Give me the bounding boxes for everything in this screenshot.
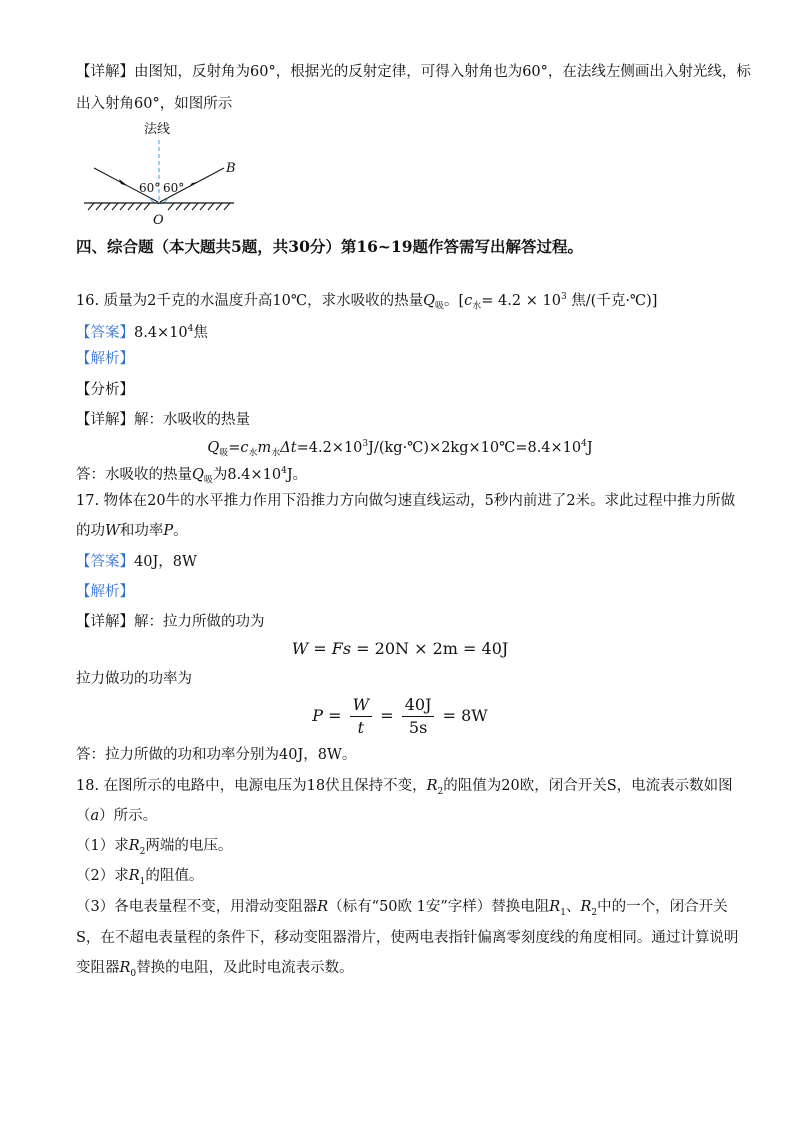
q17-stem-line-2: 的功W和功率P。 [76,523,188,539]
q16-answer: 【答案】$8.4\times 10^4$焦 [76,324,208,341]
q18-stem-line-2: （a）所示。 [76,808,158,824]
reflection-diagram [84,120,244,232]
q18-stem-line-1: 18. 在图所示的电路中，电源电压为18伏且保持不变，$R_2$的阻值为20欧，闭合开关S，电流表示数如图 [76,778,733,797]
q16-conclusion: 答：水吸收的热量$Q_吸$为$8.4\times 10^4J$。 [76,466,308,486]
angle-left-label: 60° [139,181,161,195]
answer-tag: 【答案】 [76,324,134,341]
q18-part-3-line-2: S，在不超电表量程的条件下，移动变阻器滑片，使两电表指针偏离零刻度线的角度相同。通过计算说明 [76,930,739,946]
detail-line-1 [76,62,751,82]
normal-label: 法线 [144,122,171,137]
q16-analysis-tag: 【解析】 [76,351,134,367]
section-heading: 四、综合题（本大题共5题，共30分）第16~19题作答需写出解答过程。 [76,237,583,256]
detail-tag: 【详解】 [76,64,134,80]
q17-conclusion: 答：拉力所做的功和功率分别为40J，8W。 [76,747,357,763]
fraction-40j-over-5s: $\frac{40J}{5s}$ [402,696,435,737]
answer-tag: 【答案】 [76,554,134,570]
q18-part-2: （2）求$R_1$的阻值。 [76,868,204,887]
fraction-w-over-t: $\frac{W}{t}$ [350,696,372,737]
q17-power-equation: P = $\frac{W}{t}$ = $\frac{40J}{5s}$ = 8W [312,695,488,737]
q17-answer: 【答案】40J，8W [76,554,197,570]
point-o-label: O [153,213,164,228]
detail-line-2: 出入射角60°，如图所示 [76,96,233,112]
q16-equation: $Q_吸=c_水m_水\Delta t=4.2\times 10^3J/(kg\cdot℃)\times 2kg\times 10℃=8.4\times 10^4J$ [207,439,593,459]
detail-text: 由图知，反射角为60°，根据光的反射定律，可得入射角也为60°，在法线左侧画出入射光线，标 [134,64,751,80]
q16-detail: 【详解】解：水吸收的热量 [76,412,250,428]
q18-part-3-line-1: （3）各电表量程不变，用滑动变阻器R（标有“50欧 1安”字样）替换电阻$R_1$、$R_2$中的一个，闭合开关 [76,899,728,918]
point-b-label: B [226,161,236,176]
q17-stem-line-1: 17. 物体在20牛的水平推力作用下沿推力方向做匀速直线运动，5秒内前进了2米。求此过程中推力所做 [76,493,736,509]
q17-power-text: 拉力做功的功率为 [76,671,192,687]
q16-stem: 16. 质量为2千克的水温度升高10℃，求水吸收的热量$Q_吸$。[$c_水= 4.2 \times 10^3$ 焦/(千克·℃)] [76,292,658,312]
q16-fenxi-tag: 【分析】 [76,382,134,398]
q18-part-3-line-3: 变阻器$R_0$替换的电阻，及此时电流表示数。 [76,960,354,979]
angle-right-label: 60° [163,181,185,195]
q17-work-equation: W = Fs = 20N × 2m = 40J [291,639,509,658]
q17-analysis-tag: 【解析】 [76,584,134,600]
q17-detail: 【详解】解：拉力所做的功为 [76,614,265,630]
q18-part-1: （1）求$R_2$两端的电压。 [76,838,233,857]
